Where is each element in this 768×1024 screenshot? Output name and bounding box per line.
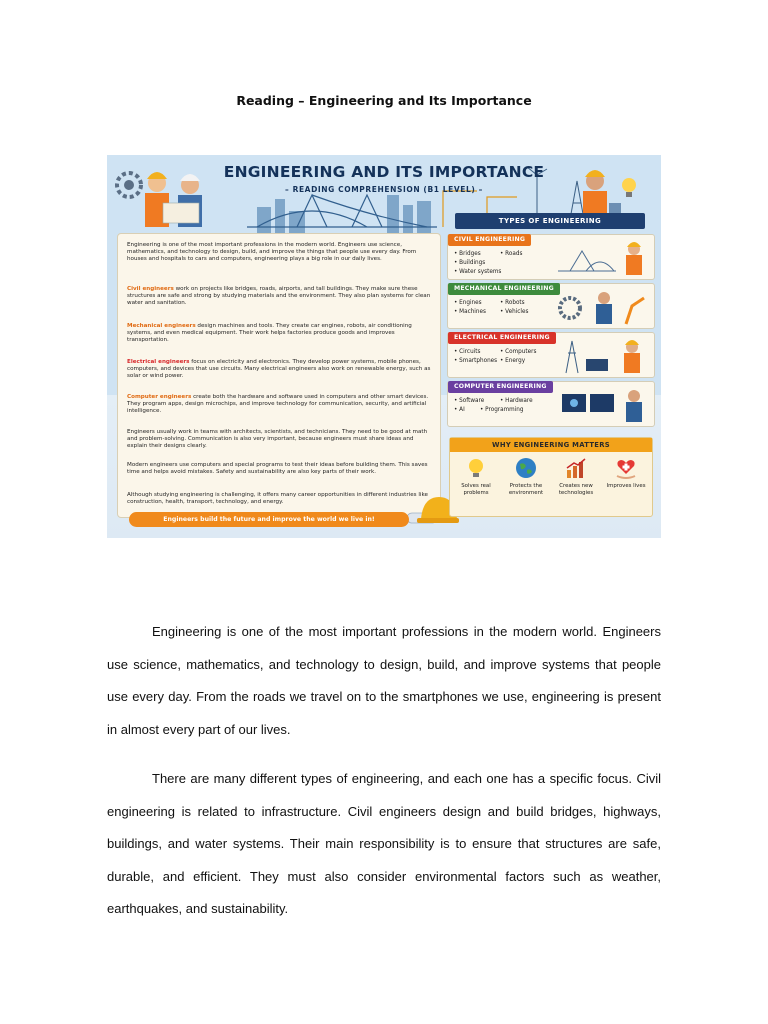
- type-items: [454, 250, 554, 277]
- computer-engineer-illustration: [556, 384, 652, 424]
- infographic-subtitle: – READING COMPREHENSION (B1 LEVEL) –: [285, 185, 483, 194]
- electrical-engineer-illustration: [556, 335, 652, 375]
- infographic: [107, 155, 661, 538]
- benefit-item: [552, 456, 600, 496]
- lightbulb-icon: [464, 456, 488, 480]
- reading-panel: [117, 233, 441, 518]
- body-paragraph: Engineering is one of the most important professions in the modern world. Engineers use science, mathematics, and technology to design, build, and improve systems that people use every day. From the roads we travel on to the smartphones we use, engineering is present in almost every part of our lives.: [107, 624, 661, 737]
- why-engineering-matters-panel: [449, 437, 653, 517]
- type-item: • Software: [454, 398, 485, 404]
- type-item: • Circuits: [454, 349, 481, 355]
- benefit-label: Protects the environment: [508, 483, 544, 496]
- reading-paragraph: Civil engineers work on projects like bridges, roads, airports, and tall buildings. They make sure these structures are safe and strong by studying materials and the environment. They also plan systems for clean water and sanitation.: [127, 286, 431, 307]
- footer-banner: Engineers build the future and improve the world we live in!: [129, 512, 409, 527]
- type-label: MECHANICAL ENGINEERING: [448, 283, 560, 295]
- type-item: • Computers: [500, 349, 537, 355]
- matters-heading: WHY ENGINEERING MATTERS: [450, 438, 652, 452]
- type-item: • Buildings: [454, 260, 486, 266]
- type-label: COMPUTER ENGINEERING: [448, 381, 553, 393]
- types-of-engineering-panel: [447, 213, 653, 435]
- type-label: ELECTRICAL ENGINEERING: [448, 332, 556, 344]
- type-item: • Water systems: [454, 269, 502, 275]
- type-item: • Vehicles: [500, 309, 529, 315]
- reading-paragraph: Engineers usually work in teams with architects, scientists, and technicians. They need to be good at math and problem-solving. Communication is also very important, because engineers must share ideas and explain their designs clearly.: [127, 429, 428, 450]
- growth-chart-icon: [564, 456, 588, 480]
- type-item: • Machines: [454, 309, 486, 315]
- civil-engineer-illustration: [556, 237, 652, 277]
- type-item: • Programming: [480, 407, 524, 413]
- benefit-label: Solves real problems: [461, 483, 491, 496]
- type-card-civil: [447, 234, 655, 280]
- reading-paragraph: Electrical engineers focus on electricity and electronics. They develop power systems, mobile phones, computers, and devices that use circuits. Many electrical engineers also work on renewable energy, such as solar or wind power.: [127, 359, 431, 380]
- benefit-label: Improves lives: [606, 483, 646, 489]
- body-paragraph: There are many different types of engineering, and each one has a specific focus. Civil engineering is related to infrastructure. Civil engineers design and build bridges, highways, buildings, and water systems. Their main responsibility is to ensure that structures are safe, durable, and efficient. They must also consider environmental factors such as weather, earthquakes, and sustainability.: [107, 771, 661, 917]
- reading-paragraph: Although studying engineering is challenging, it offers many career opportunities in different industries like construction, health, transport, technology, and energy.: [127, 492, 428, 506]
- benefit-label: Creates new technologies: [558, 483, 594, 496]
- type-item: • Bridges: [454, 251, 481, 257]
- type-item: • Hardware: [500, 398, 533, 404]
- type-item: • Robots: [500, 300, 525, 306]
- type-items: [454, 397, 554, 415]
- mechanical-engineer-illustration: [556, 286, 652, 326]
- benefit-item: [502, 456, 550, 496]
- reading-paragraph: Engineering is one of the most important professions in the modern world. Engineers use science, mathematics, and technology to design, build, and improve the things that people use every day. From houses and hospitals to cars and computers, engineering plays a big role in our daily lives.: [127, 242, 417, 263]
- benefit-item: [602, 456, 650, 490]
- type-item: • Smartphones: [454, 358, 498, 364]
- heart-hand-icon: [614, 456, 638, 480]
- type-card-computer: [447, 381, 655, 427]
- types-heading: TYPES OF ENGINEERING: [455, 213, 645, 229]
- type-label: CIVIL ENGINEERING: [448, 234, 531, 246]
- type-card-mechanical: [447, 283, 655, 329]
- type-items: [454, 348, 554, 366]
- reading-paragraph: Modern engineers use computers and special programs to test their ideas before building them. This saves time and helps avoid mistakes. Safety and sustainability are also key parts of their work.: [127, 462, 428, 476]
- page-title: Reading – Engineering and Its Importance: [236, 93, 532, 108]
- reading-paragraph: Mechanical engineers design machines and tools. They create car engines, robots, air conditioning systems, and even medical equipment. Their work helps factories produce goods and improves transportation.: [127, 323, 412, 344]
- type-items: [454, 299, 554, 317]
- type-item: • AI: [454, 407, 465, 413]
- reading-paragraph: Computer engineers create both the hardware and software used in computers and other smart devices. They program apps, design microchips, and improve technology for communication, security, and artificial intelligence.: [127, 394, 429, 415]
- type-card-electrical: [447, 332, 655, 378]
- globe-icon: [514, 456, 538, 480]
- type-item: • Energy: [500, 358, 526, 364]
- type-item: • Engines: [454, 300, 482, 306]
- infographic-title: ENGINEERING AND ITS IMPORTANCE: [223, 163, 545, 181]
- benefit-item: [452, 456, 500, 496]
- type-item: • Roads: [500, 251, 523, 257]
